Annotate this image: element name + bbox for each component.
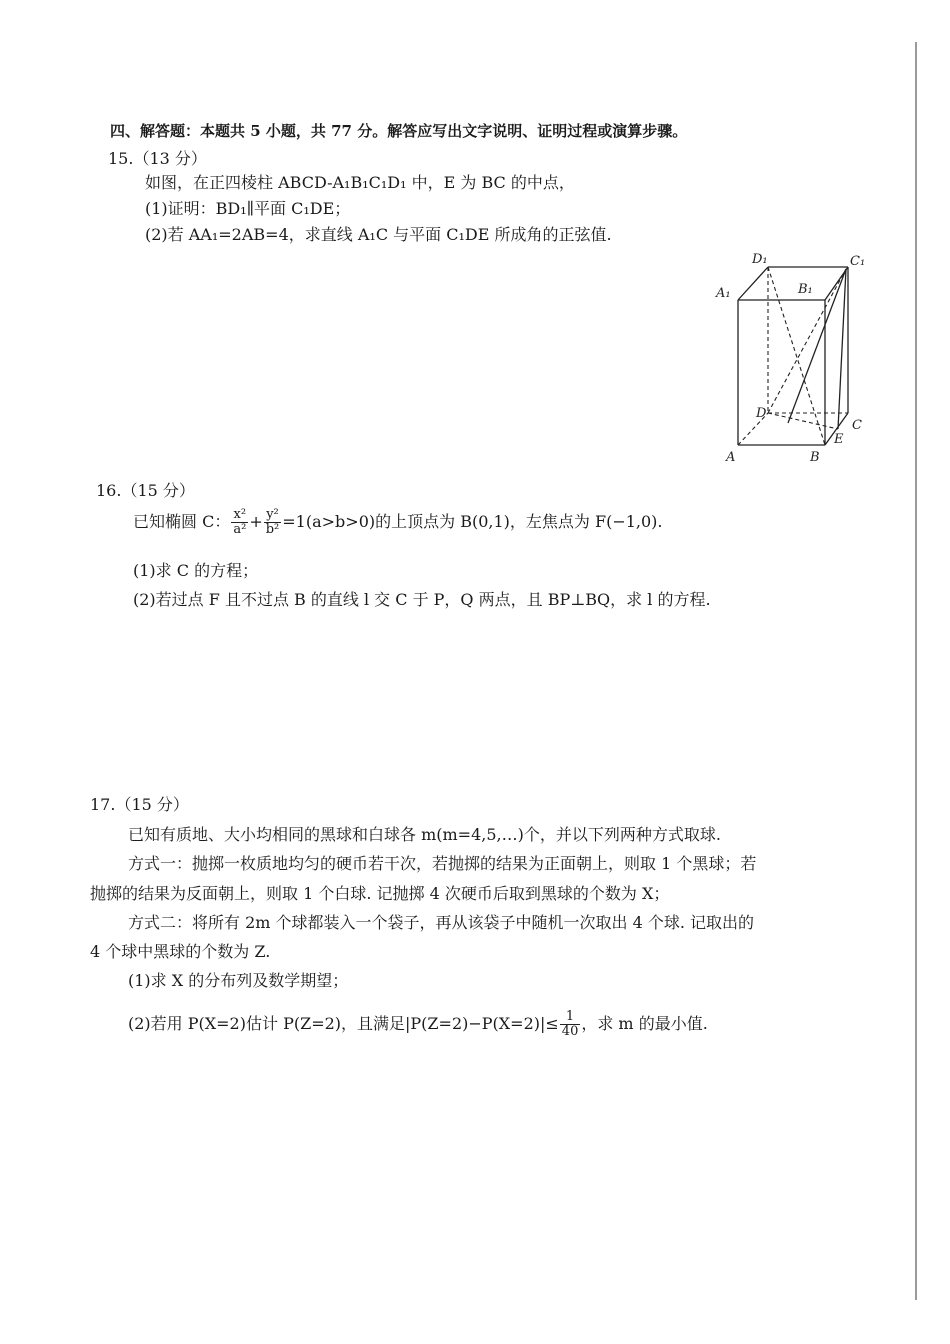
fraction-x2-a2	[231, 508, 248, 537]
frac1-den: a²	[233, 522, 247, 537]
line-bd1-hidden	[768, 267, 825, 445]
line-de-hidden	[768, 413, 838, 429]
q17-line3: 抛掷的结果为反面朝上，则取 1 个白球. 记抛掷 4 次硬币后取到黑球的个数为 X；	[90, 884, 670, 903]
q16-part1: (1)求 C 的方程；	[133, 561, 259, 580]
label-c: C	[852, 418, 862, 433]
q17-line4: 方式二：将所有 2m 个球都装入一个袋子，再从该袋子中随机一次取出 4 个球. 记取出的	[128, 913, 755, 932]
label-b1: B₁	[798, 282, 813, 297]
q17-line5: 4 个球中黑球的个数为 Z.	[90, 942, 271, 961]
fraction-1-40	[560, 1010, 581, 1039]
frac1-num: x²	[231, 508, 248, 523]
label-a1: A₁	[716, 286, 731, 301]
edge-a1d1	[738, 267, 768, 300]
q15-part1: (1)证明：BD₁∥平面 C₁DE；	[145, 199, 351, 218]
section-header: 四、解答题：本题共 5 小题，共 77 分。解答应写出文字说明、证明过程或演算步骤。	[110, 122, 688, 140]
q15-intro: 如图，在正四棱柱 ABCD-A₁B₁C₁D₁ 中，E 为 BC 的中点，	[145, 173, 575, 192]
label-e: E	[834, 432, 844, 447]
label-a: A	[726, 450, 736, 465]
q17-line2: 方式一：抛掷一枚质地均匀的硬币若干次，若抛掷的结果为正面朝上，则取 1 个黑球；若	[128, 854, 757, 873]
q16-number: 16.（15 分）	[96, 481, 195, 500]
q17-part2-prefix: (2)若用 P(X=2)估计 P(Z=2)，且满足|P(Z=2)−P(X=2)|≤	[128, 1014, 559, 1033]
q16-stem-suffix: =1(a>b>0)的上顶点为 B(0,1)，左焦点为 F(−1,0).	[282, 512, 663, 531]
frac-1-40-num: 1	[560, 1010, 581, 1025]
label-d: D	[756, 406, 767, 421]
frac2-den: b²	[265, 522, 280, 537]
q16-stem-prefix: 已知椭圆 C：	[133, 512, 231, 531]
q16-part2: (2)若过点 F 且不过点 B 的直线 l 交 C 于 P，Q 两点，且 BP⊥BQ，求 l 的方程.	[133, 590, 711, 609]
q17-part1: (1)求 X 的分布列及数学期望；	[128, 971, 349, 990]
line-c1e	[838, 269, 846, 429]
frac2-num: y²	[264, 508, 282, 523]
q17-line1: 已知有质地、大小均相同的黑球和白球各 m(m=4,5,…)个，并以下列两种方式取球.	[128, 825, 721, 844]
label-c1: C₁	[850, 254, 866, 269]
q16-stem	[133, 508, 663, 537]
q17-part2	[128, 1010, 708, 1039]
label-d1: D₁	[752, 252, 768, 267]
prism-figure	[700, 245, 880, 470]
q15-number: 15.（13 分）	[108, 149, 207, 168]
fraction-y2-b2	[264, 508, 282, 537]
label-b: B	[810, 450, 820, 465]
line-a1c-like	[788, 269, 846, 423]
q17-part2-suffix: ，求 m 的最小值.	[581, 1014, 708, 1033]
plus-sign: +	[249, 512, 263, 531]
page-edge-rule	[915, 42, 917, 1300]
q17-number: 17.（15 分）	[90, 795, 189, 814]
q15-part2: (2)若 AA₁=2AB=4，求直线 A₁C 与平面 C₁DE 所成角的正弦值.	[145, 225, 612, 244]
frac-1-40-den: 40	[561, 1024, 579, 1039]
